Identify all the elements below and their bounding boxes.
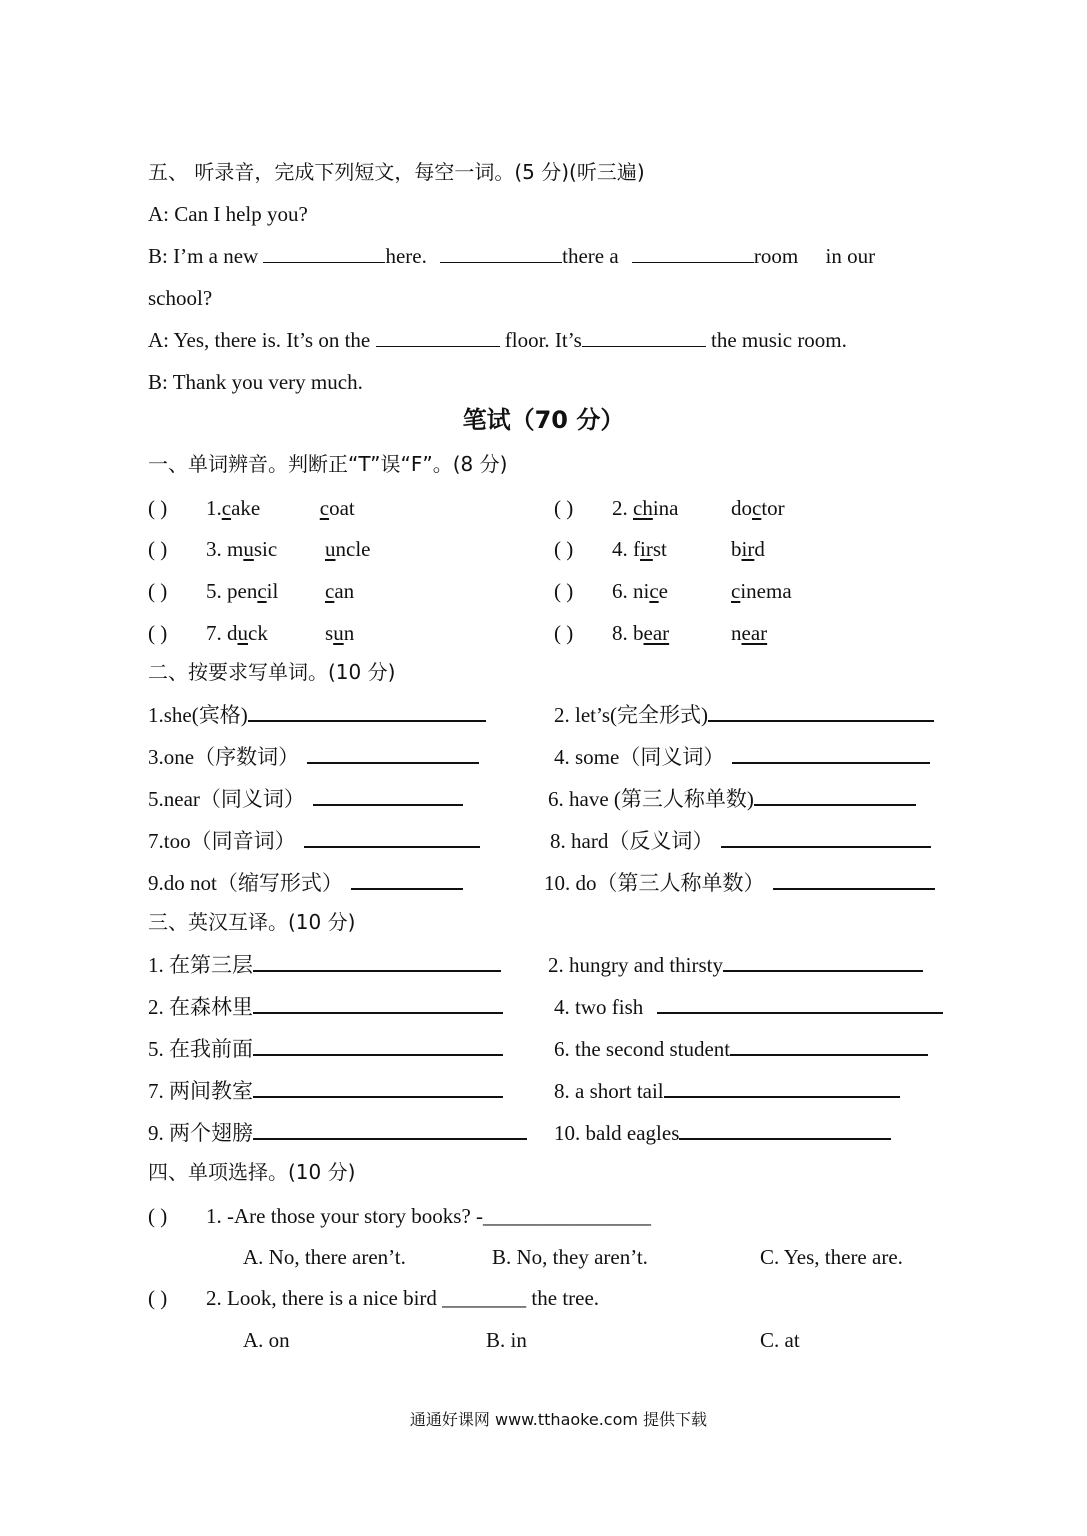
item-label: 4. some（同义词） [554,745,725,769]
q2-option-b: B. in [486,1328,527,1352]
word-part: oat [329,496,355,520]
word-second [731,494,785,522]
exercise-item [148,951,501,979]
question-1 [148,1202,651,1230]
item-number: 5. [206,579,227,603]
answer-line[interactable] [730,1036,928,1056]
word-part: an [334,579,355,603]
word-part: n [343,621,355,645]
exercise-item [148,1119,527,1147]
word-part: ck [248,621,268,645]
dialog-line-a1: A: Can I help you? [148,202,308,226]
word-part: e [658,579,668,603]
answer-line[interactable] [351,870,463,890]
item-label: 6. have (第三人称单数) [548,787,754,811]
word-second [325,535,370,563]
underlined-letters: c [752,496,762,520]
word-first [227,619,325,647]
exercise-item [148,827,480,855]
underlined-letters: u [243,537,254,561]
dialog-line-a2 [148,326,847,354]
item-number: 8. [612,621,633,645]
item-label: 1. 在第三层 [148,953,253,977]
dialog-text: in our [825,244,876,268]
underlined-letters: ear [741,621,768,645]
word-part: inema [740,579,792,603]
word-part: f [633,537,640,561]
word-second [320,494,355,522]
q2-option-a: A. on [243,1328,290,1352]
item-label: 10. bald eagles [554,1121,680,1145]
answer-paren[interactable]: ( ) [554,579,574,603]
item-label: 5. 在我前面 [148,1037,253,1061]
section4-heading: 四、单项选择。(10 分) [148,1160,356,1184]
underlined-letters: u [333,621,344,645]
item-number: 6. [612,579,633,603]
item-label: 2. 在森林里 [148,995,253,1019]
underlined-letters: c [325,579,335,603]
fill-blank[interactable] [632,244,754,263]
dialog-text: B: I’m a new [148,244,259,268]
answer-paren[interactable]: ( ) [554,496,574,520]
phonics-item [554,619,767,647]
word-first [227,535,325,563]
item-number: 4. [612,537,633,561]
word-second [325,619,354,647]
underlined-letters: ir [741,537,755,561]
word-second [325,577,354,605]
exercise-item [148,1035,503,1063]
dialog-line-b2: B: Thank you very much. [148,370,363,394]
q1-option-b: B. No, they aren’t. [492,1245,648,1269]
word-part: b [731,537,742,561]
word-first [633,535,731,563]
word-first [227,577,325,605]
answer-line[interactable] [723,952,923,972]
phonics-item [148,535,370,563]
word-part: ncle [335,537,371,561]
section3-heading: 三、英汉互译。(10 分) [148,910,356,934]
exercise-item [554,1077,900,1105]
dialog-line-b1 [148,242,875,270]
answer-paren[interactable]: ( ) [148,496,168,520]
answer-paren[interactable]: ( ) [554,621,574,645]
exercise-item [148,993,503,1021]
item-label: 7.too（同音词） [148,829,296,853]
exercise-item [550,827,931,855]
dialog-text: here. [385,244,427,268]
word-part: st [652,537,667,561]
question-text: 1. -Are those your story books? -________________ [206,1204,652,1228]
item-label: 6. the second student [554,1037,731,1061]
answer-line[interactable] [304,828,480,848]
word-part: s [325,621,334,645]
answer-line[interactable] [773,870,935,890]
word-part: b [633,621,644,645]
phonics-item [554,577,792,605]
answer-paren[interactable]: ( ) [148,621,168,645]
phonics-item [554,535,765,563]
question-2 [148,1284,599,1312]
footer-text: 通通好课网 www.tthaoke.com 提供下载 [409,1410,708,1429]
word-first [633,494,731,522]
fill-blank[interactable] [440,244,562,263]
underlined-letters: ch [633,496,653,520]
answer-paren[interactable]: ( ) [148,1286,168,1310]
answer-line[interactable] [253,1120,527,1140]
dialog-text: the music room. [711,328,847,352]
answer-line[interactable] [657,994,943,1014]
word-part: d [227,621,238,645]
q2-option-c: C. at [760,1328,800,1352]
underlined-letters: u [237,621,248,645]
underlined-letters: ear [643,621,670,645]
word-part: do [731,496,752,520]
answer-paren[interactable]: ( ) [148,537,168,561]
item-label: 7. 两间教室 [148,1079,253,1103]
answer-line[interactable] [253,994,503,1014]
phonics-item [148,494,355,522]
underlined-letters: c [257,579,267,603]
fill-blank[interactable] [376,328,500,347]
exercise-item [148,743,479,771]
answer-paren[interactable]: ( ) [554,537,574,561]
item-number: 2. [612,496,633,520]
word-part: d [754,537,765,561]
dialog-text: room [753,244,799,268]
underlined-letters: c [649,579,659,603]
underlined-letters: ir [640,537,653,561]
dialog-text: floor. It’s [504,328,582,352]
item-label: 1.she(宾格) [148,703,248,727]
item-label: 9.do not（缩写形式） [148,871,343,895]
word-first [633,577,731,605]
word-part: ina [652,496,679,520]
item-label: 10. do（第三人称单数） [544,871,765,895]
answer-paren[interactable]: ( ) [148,1204,168,1228]
item-label: 8. a short tail [554,1079,664,1103]
dialog-text: there a [562,244,619,268]
exercise-item [148,869,463,897]
item-number: 7. [206,621,227,645]
item-label: 2. let’s(完全形式) [554,703,708,727]
answer-line[interactable] [253,1036,503,1056]
section2-heading: 二、按要求写单词。(10 分) [148,660,396,684]
word-part: ake [231,496,261,520]
word-first [633,619,731,647]
dialog-line-b1-cont: school? [148,286,213,310]
answer-paren[interactable]: ( ) [148,579,168,603]
answer-line[interactable] [721,828,931,848]
answer-line[interactable] [248,702,486,722]
dialog-text: A: Yes, there is. It’s on the [148,328,371,352]
phonics-item [554,494,785,522]
written-title: 笔试（70 分） [462,406,625,434]
word-part: sic [253,537,278,561]
answer-line[interactable] [307,744,479,764]
exercise-item [554,1119,891,1147]
word-part: il [266,579,279,603]
phonics-item [148,577,354,605]
item-label: 3.one（序数词） [148,745,300,769]
answer-line[interactable] [732,744,930,764]
q1-option-c: C. Yes, there are. [760,1245,903,1269]
underlined-letters: c [731,579,741,603]
exercise-item [548,951,923,979]
word-second [731,535,765,563]
underlined-letters: c [319,496,330,520]
underlined-letters: c [221,496,232,520]
answer-line[interactable] [754,786,916,806]
fill-blank[interactable] [582,328,706,347]
answer-line[interactable] [664,1078,900,1098]
exercise-item [548,785,916,813]
word-first [222,494,320,522]
item-label: 4. two fish [554,995,644,1019]
q1-option-a: A. No, there aren’t. [243,1245,406,1269]
exercise-item [544,869,935,897]
word-part: n [731,621,742,645]
word-part: m [227,537,244,561]
question-text: 2. Look, there is a nice bird ________ the tree. [206,1286,600,1310]
word-part: ni [633,579,650,603]
fill-blank[interactable] [263,244,385,263]
item-label: 2. hungry and thirsty [548,953,723,977]
item-number: 1. [206,496,222,520]
section1-heading: 一、单词辨音。判断正“T”误“F”。(8 分) [148,452,508,476]
item-label: 9. 两个翅膀 [148,1121,253,1145]
item-number: 3. [206,537,227,561]
word-part: pen [227,579,258,603]
exercise-item [148,785,463,813]
exercise-item [148,701,486,729]
exercise-item [554,1035,928,1063]
exercise-item [554,993,943,1021]
phonics-item [148,619,354,647]
answer-line[interactable] [253,952,501,972]
exercise-item [554,743,930,771]
word-second [731,619,767,647]
exercise-item [148,1077,503,1105]
answer-line[interactable] [708,702,934,722]
exercise-item [554,701,934,729]
item-label: 5.near（同义词） [148,787,305,811]
answer-line[interactable] [679,1120,891,1140]
item-label: 8. hard（反义词） [550,829,714,853]
word-second [731,577,792,605]
listening-heading: 五、 听录音，完成下列短文，每空一词。(5 分)(听三遍) [148,160,645,184]
word-part: tor [761,496,785,520]
underlined-letters: u [325,537,336,561]
answer-line[interactable] [253,1078,503,1098]
answer-line[interactable] [313,786,463,806]
